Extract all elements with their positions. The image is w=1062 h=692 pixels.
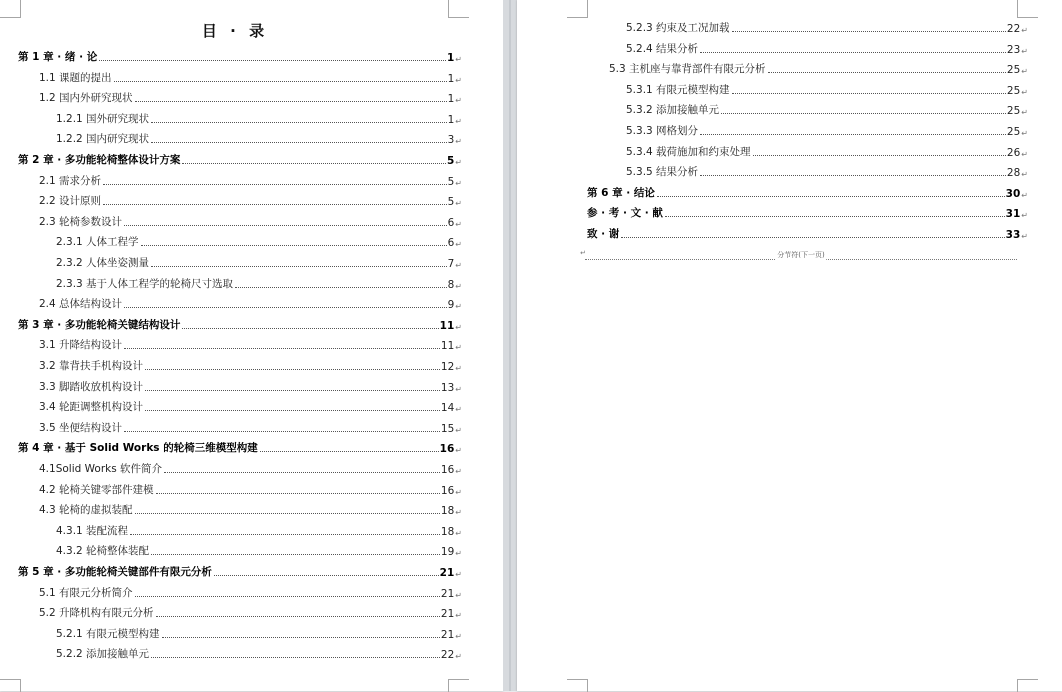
dot-leader [700,175,1006,176]
paragraph-mark: ↵ [455,508,462,518]
dot-leader [145,390,440,391]
section-break [580,249,1017,260]
toc-page-number: 19 [440,546,455,559]
paragraph-mark: ↵ [455,219,462,229]
toc-entry[interactable] [56,234,462,249]
paragraph-mark: ↵ [455,322,462,332]
toc-entry-label: 1.2.2 国内研究现状 [56,133,150,146]
toc-entry-label: 2.3 轮椅参数设计 [39,215,123,228]
toc-page-number: 23 [1006,43,1021,56]
page-gap [503,0,517,691]
toc-entry[interactable] [56,626,462,641]
paragraph-mark: ↵ [455,137,462,147]
toc-entry-label: 5.3.1 有限元模型构建 [626,83,730,96]
paragraph-mark: ↵ [455,364,462,373]
crop-mark-bottom-left [0,679,21,692]
toc-entry[interactable] [56,543,462,558]
toc-page-number: 16 [440,464,455,476]
paragraph-mark: ↵ [1021,170,1028,180]
toc-page-number: 25 [1006,126,1021,138]
toc-entry-label: 4.3 轮椅的虚拟装配 [39,504,133,517]
toc-entry-label: 5.3.5 结果分析 [626,166,699,179]
toc-title: 目 · 录 [201,22,269,40]
paragraph-mark: ↵ [1021,26,1028,35]
toc-entry-label: 4.3.2 轮椅整体装配 [56,545,150,558]
toc-entry[interactable] [39,70,462,85]
toc-page-number: 3 [447,134,455,147]
toc-chapter-entry[interactable] [587,226,1028,241]
crop-mark-bottom-right [1017,679,1038,692]
toc-entry-label: 致 · 谢 [587,228,620,240]
toc-entry[interactable] [56,131,462,146]
toc-entry-label: 3.1 升降结构设计 [39,339,123,352]
toc-entry-label: 5.3.4 载荷施加和约束处理 [626,145,751,158]
toc-page-number: 25 [1006,84,1021,97]
dot-leader [156,493,440,494]
toc-entry[interactable] [39,173,462,188]
toc-page-number: 6 [447,216,455,229]
toc-entry-label: 4.2 轮椅关键零部件建模 [39,483,154,496]
paragraph-mark: ↵ [580,249,586,257]
toc-entry[interactable] [39,461,462,476]
toc-entry-label: 第 5 章 · 多功能轮椅关键部件有限元分析 [18,566,212,578]
toc-chapter-entry[interactable] [587,185,1028,200]
toc-page-number: 5 [446,155,455,167]
paragraph-mark: ↵ [455,487,462,497]
toc-page-number: 8 [447,278,455,291]
dot-leader [151,142,447,143]
toc-page-number: 14 [440,402,455,415]
toc-entry-label: 5.3.3 网格划分 [626,125,699,137]
toc-entry-label: 参 · 考 · 文 · 献 [587,207,663,220]
paragraph-mark: ↵ [455,611,462,621]
dot-leader [700,52,1006,53]
toc-page-number: 11 [439,319,455,332]
toc-entry[interactable] [56,255,462,270]
dot-leader [732,93,1006,94]
dot-leader [145,369,440,370]
paragraph-mark: ↵ [455,446,462,456]
dot-leader [151,554,440,555]
toc-entry-label: 2.3.1 人体工程学 [56,236,139,249]
toc-entry-label: 第 3 章 · 多功能轮椅关键结构设计 [18,318,181,331]
toc-entry[interactable] [39,193,462,208]
dot-leader [235,287,447,288]
section-break-label: 分节符(下一页) [777,251,825,259]
paragraph-mark: ↵ [455,240,462,250]
toc-entry[interactable] [39,399,462,414]
paragraph-mark: ↵ [455,384,462,394]
toc-entry-label: 1.1 课题的提出 [39,71,112,84]
dot-leader [103,204,447,205]
dot-leader [151,122,447,123]
paragraph-mark: ↵ [1021,211,1028,221]
toc-entry[interactable] [39,420,462,435]
toc-entry-label: 5.2.2 添加接触单元 [56,648,150,661]
toc-entry[interactable] [39,296,462,311]
paragraph-mark: ↵ [455,631,462,641]
toc-entry-label: 5.2.4 结果分析 [626,42,699,55]
paragraph-mark: ↵ [455,302,462,312]
toc-page-number: 1 [447,113,455,126]
toc-entry[interactable] [39,337,462,352]
dot-leader [182,163,446,164]
paragraph-mark: ↵ [455,178,462,188]
toc-entry-label: 2.4 总体结构设计 [39,298,123,311]
toc-page-number: 21 [439,567,455,579]
toc-entry-label: 4.3.1 装配流程 [56,524,129,537]
crop-mark-top-right [448,0,469,18]
paragraph-mark: ↵ [455,158,462,167]
toc-page-number: 30 [1005,187,1021,200]
toc-page-number: 26 [1006,146,1021,159]
dot-leader [124,225,447,226]
toc-page-number: 7 [447,258,455,270]
paragraph-mark: ↵ [455,652,462,662]
dot-leader [768,72,1006,73]
toc-entry[interactable] [39,214,462,229]
toc-entry[interactable] [626,102,1028,117]
toc-page-number: 1 [446,52,455,64]
dot-leader [721,113,1006,114]
toc-entry-label: 3.4 轮距调整机构设计 [39,401,144,414]
dot-leader [700,134,1006,135]
toc-chapter-entry[interactable] [18,49,462,64]
dot-leader [732,31,1006,32]
crop-mark-top-left [0,0,21,18]
toc-chapter-entry[interactable] [18,152,462,167]
toc-entry[interactable] [626,41,1028,56]
toc-entry[interactable] [626,82,1028,97]
paragraph-mark: ↵ [455,590,462,600]
paragraph-mark: ↵ [455,96,462,106]
paragraph-mark: ↵ [455,75,462,85]
toc-entry[interactable] [56,111,462,126]
toc-page-number: 18 [440,505,455,518]
toc-page-number: 6 [447,237,455,250]
paragraph-mark: ↵ [455,343,462,353]
paragraph-mark: ↵ [455,261,462,270]
paragraph-mark: ↵ [455,281,462,291]
dot-leader [151,657,440,658]
dot-leader [135,513,440,514]
toc-page-number: 12 [440,361,455,373]
dot-leader [260,451,439,452]
toc-entry[interactable] [56,523,462,538]
toc-entry[interactable] [39,358,462,373]
toc-entry-label: 第 2 章 · 多功能轮椅整体设计方案 [18,154,181,166]
dot-leader [665,216,1005,217]
toc-page-number: 16 [440,484,455,497]
toc-page-number: 11 [440,340,455,353]
paragraph-mark: ↵ [1021,46,1028,56]
paragraph-mark: ↵ [455,405,462,415]
toc-entry-label: 5.2.1 有限元模型构建 [56,627,160,640]
toc-entry[interactable] [56,276,462,291]
toc-chapter-entry[interactable] [18,564,462,579]
paragraph-mark: ↵ [1021,129,1028,138]
dot-leader [753,155,1006,156]
toc-page-number: 9 [447,299,455,312]
toc-page-number: 1 [447,72,455,85]
toc-page-number: 1 [447,93,455,106]
dot-leader [130,534,440,535]
dot-leader [621,237,1004,238]
paragraph-mark: ↵ [455,199,462,209]
dot-leader [141,245,447,246]
toc-entry-label: 3.5 坐便结构设计 [39,421,123,434]
toc-page-number: 16 [439,443,455,456]
toc-entry-label: 4.1Solid Works 软件简介 [39,463,163,475]
toc-page-number: 13 [440,381,455,394]
toc-page-number: 25 [1006,64,1021,77]
toc-entry-label: 1.2 国内外研究现状 [39,92,133,105]
toc-chapter-entry[interactable] [587,205,1028,220]
dot-leader [182,328,438,329]
dot-leader [103,184,447,185]
toc-page-number: 25 [1006,105,1021,118]
paragraph-mark: ↵ [1021,190,1028,200]
crop-mark-top-left [567,0,588,18]
dot-leader [214,575,439,576]
toc-entry[interactable] [626,123,1028,138]
toc-entry[interactable] [626,144,1028,159]
toc-page-number: 15 [440,422,455,435]
toc-entry-label: 2.1 需求分析 [39,174,102,187]
dot-leader [135,596,440,597]
toc-entry[interactable] [626,164,1028,179]
paragraph-mark: ↵ [1021,67,1028,77]
dot-leader [162,637,440,638]
paragraph-mark: ↵ [455,528,462,538]
dot-leader [151,266,447,267]
dot-leader [156,616,440,617]
crop-mark-bottom-right [448,679,469,692]
toc-entry[interactable] [39,502,462,517]
toc-entry-label: 第 4 章 · 基于 Solid Works 的轮椅三维模型构建 [18,442,258,455]
toc-entry-label: 5.2 升降机构有限元分析 [39,607,154,620]
toc-page-number: 21 [440,587,455,600]
dot-leader [124,307,447,308]
toc-entry-label: 第 1 章 · 绪 · 论 [18,51,98,63]
paragraph-mark: ↵ [1021,87,1028,97]
crop-mark-bottom-left [567,679,588,692]
paragraph-mark: ↵ [455,55,462,64]
toc-chapter-entry[interactable] [18,440,462,455]
toc-entry[interactable] [609,61,1028,76]
toc-page-number: 31 [1005,208,1021,221]
toc-page-number: 21 [440,628,455,641]
toc-entry-label: 3.3 脚踏收放机构设计 [39,380,144,393]
toc-entry[interactable] [626,20,1028,35]
dot-leader [99,60,446,61]
toc-page-number: 18 [440,525,455,538]
toc-entry-label: 2.3.2 人体坐姿测量 [56,257,150,269]
dot-leader [114,81,447,82]
toc-page-number: 22 [440,649,455,662]
paragraph-mark: ↵ [455,570,462,579]
toc-entry-label: 2.2 设计原则 [39,195,102,208]
paragraph-mark: ↵ [455,116,462,126]
toc-chapter-entry[interactable] [18,317,462,332]
paragraph-mark: ↵ [455,425,462,435]
toc-entry[interactable] [39,482,462,497]
toc-entry-label: 第 6 章 · 结论 [587,186,655,199]
toc-page-number: 28 [1006,167,1021,180]
dot-leader [124,431,440,432]
dot-leader [145,410,440,411]
toc-entry-label: 5.2.3 约束及工况加载 [626,22,730,34]
toc-page-number: 5 [447,196,455,209]
toc-entry-label: 1.2.1 国外研究现状 [56,112,150,125]
paragraph-mark: ↵ [455,549,462,559]
dot-leader [164,472,440,473]
toc-entry[interactable] [39,90,462,105]
toc-page-number: 33 [1005,229,1021,241]
toc-entry-label: 5.3 主机座与靠背部件有限元分析 [609,63,766,76]
paragraph-mark: ↵ [1021,108,1028,118]
paragraph-mark: ↵ [1021,149,1028,159]
paragraph-mark: ↵ [1021,232,1028,241]
toc-page-number: 22 [1006,23,1021,35]
dot-leader [657,196,1005,197]
toc-entry-label: 5.1 有限元分析简介 [39,586,133,599]
toc-entry[interactable] [56,646,462,661]
dot-leader [135,101,447,102]
toc-entry-label: 2.3.3 基于人体工程学的轮椅尺寸选取 [56,277,234,290]
toc-entry[interactable] [39,605,462,620]
toc-entry-label: 5.3.2 添加接触单元 [626,104,720,117]
toc-page-number: 21 [440,608,455,621]
toc-entry-label: 3.2 靠背扶手机构设计 [39,360,144,372]
toc-page-number: 5 [447,175,455,188]
toc-entry[interactable] [39,585,462,600]
paragraph-mark: ↵ [455,467,462,476]
crop-mark-top-right [1017,0,1038,18]
dot-leader [124,348,440,349]
toc-entry[interactable] [39,379,462,394]
document-page-left [0,0,503,691]
